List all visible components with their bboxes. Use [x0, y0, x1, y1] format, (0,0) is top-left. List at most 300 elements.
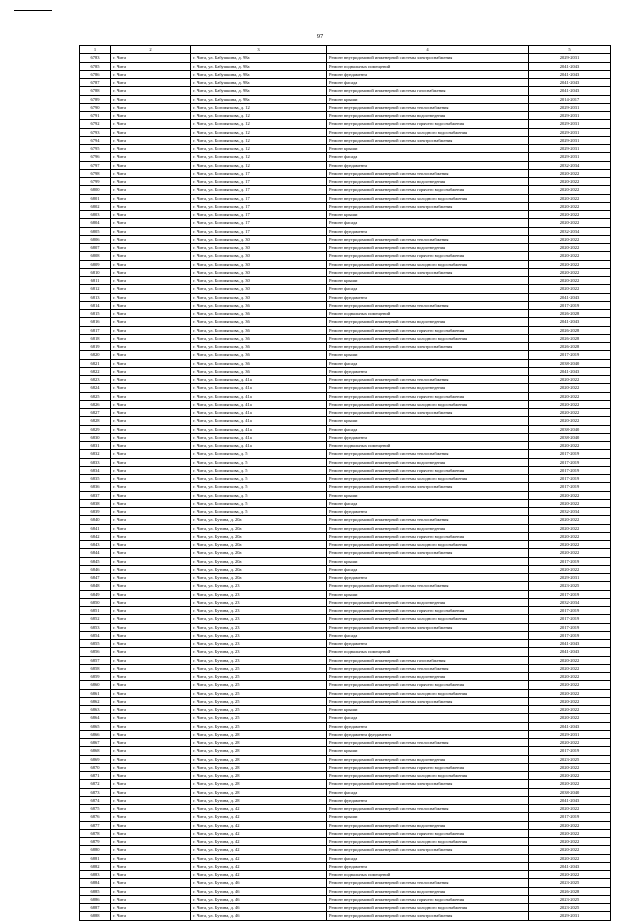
period-cell: 2020-2022	[529, 260, 611, 268]
municipality-cell: г. Чита	[111, 499, 191, 507]
row-number-cell: 6788	[80, 87, 111, 95]
table-row	[80, 178, 611, 186]
address-cell: г. Чита, ул. Бутина, д. 42	[191, 805, 327, 813]
period-cell: 2020-2022	[529, 252, 611, 260]
table-row	[80, 211, 611, 219]
municipality-cell: г. Чита	[111, 359, 191, 367]
municipality-cell: г. Чита	[111, 219, 191, 227]
address-cell: г. Чита, ул. Богомягкова, д. 5	[191, 466, 327, 474]
work-type-cell: Ремонт внутридомовой инженерной системы холодного водоснабжения	[327, 689, 529, 697]
row-number-cell: 6827	[80, 409, 111, 417]
address-cell: г. Чита, ул. Богомягкова, д. 17	[191, 194, 327, 202]
work-type-cell: Ремонт внутридомовой инженерной системы холодного водоснабжения	[327, 400, 529, 408]
table-row	[80, 640, 611, 648]
municipality-cell: г. Чита	[111, 565, 191, 573]
table-row	[80, 95, 611, 103]
table-row	[80, 161, 611, 169]
period-cell: 2020-2022	[529, 277, 611, 285]
work-type-cell: Ремонт внутридомовой инженерной системы горячего водоснабжения	[327, 466, 529, 474]
row-number-cell: 6807	[80, 244, 111, 252]
row-number-cell: 6864	[80, 714, 111, 722]
address-cell: г. Чита, ул. Бутина, д. 25	[191, 697, 327, 705]
municipality-cell: г. Чита	[111, 95, 191, 103]
period-cell: 2020-2022	[529, 268, 611, 276]
table-row	[80, 376, 611, 384]
table-row	[80, 846, 611, 854]
row-number-cell: 6841	[80, 524, 111, 532]
municipality-cell: г. Чита	[111, 871, 191, 879]
address-cell: г. Чита, ул. Богомягкова, д. 17	[191, 202, 327, 210]
work-type-cell: Ремонт внутридомовой инженерной системы холодного водоснабжения	[327, 194, 529, 202]
work-type-cell: Ремонт внутридомовой инженерной системы горячего водоснабжения	[327, 392, 529, 400]
table-row	[80, 648, 611, 656]
work-type-cell: Ремонт внутридомовой инженерной системы теплоснабжения	[327, 516, 529, 524]
period-cell: 2020-2022	[529, 871, 611, 879]
period-cell: 2020-2022	[529, 664, 611, 672]
address-cell: г. Чита, ул. Бутина, д. 25	[191, 673, 327, 681]
municipality-cell: г. Чита	[111, 640, 191, 648]
table-row	[80, 491, 611, 499]
address-cell: г. Чита, ул. Богомягкова, д. 30	[191, 244, 327, 252]
address-cell: г. Чита, ул. Богомягкова, д. 41а	[191, 376, 327, 384]
work-type-cell: Ремонт внутридомовой инженерной системы электроснабжения	[327, 343, 529, 351]
row-number-cell: 6887	[80, 904, 111, 912]
row-number-cell: 6799	[80, 178, 111, 186]
work-type-cell: Ремонт внутридомовой инженерной системы теплоснабжения	[327, 582, 529, 590]
table-row	[80, 598, 611, 606]
period-cell: 2017-2019	[529, 631, 611, 639]
work-type-cell: Ремонт фасада	[327, 153, 529, 161]
work-type-cell: Ремонт внутридомовой инженерной системы газоснабжения	[327, 87, 529, 95]
period-cell: 2038-2040	[529, 433, 611, 441]
municipality-cell: г. Чита	[111, 631, 191, 639]
municipality-cell: г. Чита	[111, 326, 191, 334]
period-cell: 2020-2022	[529, 409, 611, 417]
municipality-cell: г. Чита	[111, 351, 191, 359]
table-row	[80, 788, 611, 796]
row-number-cell: 6870	[80, 763, 111, 771]
address-cell: г. Чита, ул. Бутина, д. 20а	[191, 516, 327, 524]
address-cell: г. Чита, ул. Бутина, д. 46	[191, 904, 327, 912]
municipality-cell: г. Чита	[111, 656, 191, 664]
row-number-cell: 6815	[80, 310, 111, 318]
period-cell: 2017-2019	[529, 813, 611, 821]
table-row	[80, 351, 611, 359]
table-row	[80, 631, 611, 639]
work-type-cell: Ремонт внутридомовой инженерной системы горячего водоснабжения	[327, 120, 529, 128]
table-row	[80, 763, 611, 771]
table-row	[80, 334, 611, 342]
table-row	[80, 425, 611, 433]
municipality-cell: г. Чита	[111, 763, 191, 771]
address-cell: г. Чита, ул. Богомягкова, д. 17	[191, 178, 327, 186]
column-header-3: 3	[191, 46, 327, 54]
municipality-cell: г. Чита	[111, 508, 191, 516]
table-row	[80, 673, 611, 681]
row-number-cell: 6867	[80, 739, 111, 747]
address-cell: г. Чита, ул. Богомягкова, д. 30	[191, 285, 327, 293]
address-cell: г. Чита, ул. Богомягкова, д. 12	[191, 103, 327, 111]
address-cell: г. Чита, ул. Богомягкова, д. 5	[191, 483, 327, 491]
period-cell: 2017-2019	[529, 458, 611, 466]
row-number-cell: 6800	[80, 186, 111, 194]
address-cell: г. Чита, ул. Богомягкова, д. 5	[191, 458, 327, 466]
period-cell: 2023-2025	[529, 755, 611, 763]
table-row	[80, 871, 611, 879]
work-type-cell: Ремонт внутридомовой инженерной системы электроснабжения	[327, 136, 529, 144]
table-row	[80, 879, 611, 887]
row-number-cell: 6790	[80, 103, 111, 111]
address-cell: г. Чита, ул. Бутина, д. 28	[191, 730, 327, 738]
municipality-cell: г. Чита	[111, 557, 191, 565]
period-cell: 2029-2031	[529, 145, 611, 153]
work-type-cell: Ремонт фундамента	[327, 367, 529, 375]
municipality-cell: г. Чита	[111, 458, 191, 466]
period-cell: 2020-2022	[529, 178, 611, 186]
row-number-cell: 6812	[80, 285, 111, 293]
table-row	[80, 780, 611, 788]
period-cell: 2020-2022	[529, 491, 611, 499]
table-row	[80, 722, 611, 730]
page-number: 97	[316, 33, 324, 40]
period-cell: 2020-2022	[529, 186, 611, 194]
table-row	[80, 714, 611, 722]
row-number-cell: 6840	[80, 516, 111, 524]
municipality-cell: г. Чита	[111, 310, 191, 318]
work-type-cell: Ремонт внутридомовой инженерной системы электроснабжения	[327, 780, 529, 788]
table-row	[80, 367, 611, 375]
row-number-cell: 6857	[80, 656, 111, 664]
row-number-cell: 6802	[80, 202, 111, 210]
table-row	[80, 574, 611, 582]
period-cell: 2020-2022	[529, 169, 611, 177]
period-cell: 2020-2022	[529, 714, 611, 722]
period-cell: 2020-2022	[529, 219, 611, 227]
period-cell: 2020-2022	[529, 689, 611, 697]
table-row	[80, 706, 611, 714]
work-type-cell: Ремонт внутридомовой инженерной системы теплоснабжения	[327, 376, 529, 384]
table-row	[80, 607, 611, 615]
table-row	[80, 805, 611, 813]
row-number-cell: 6847	[80, 574, 111, 582]
row-number-cell: 6834	[80, 466, 111, 474]
address-cell: г. Чита, ул. Богомягкова, д. 17	[191, 211, 327, 219]
work-type-cell: Ремонт внутридомовой инженерной системы горячего водоснабжения	[327, 186, 529, 194]
work-type-cell: Ремонт внутридомовой инженерной системы теплоснабжения	[327, 235, 529, 243]
row-number-cell: 6849	[80, 590, 111, 598]
work-type-cell: Ремонт подвальных помещений	[327, 310, 529, 318]
table-row	[80, 565, 611, 573]
period-cell: 2020-2022	[529, 442, 611, 450]
row-number-cell: 6829	[80, 425, 111, 433]
address-cell: г. Чита, ул. Бутина, д. 23	[191, 656, 327, 664]
row-number-cell: 6794	[80, 136, 111, 144]
address-cell: г. Чита, ул. Бутина, д. 20а	[191, 524, 327, 532]
work-type-cell: Ремонт подвальных помещений	[327, 442, 529, 450]
work-type-cell: Ремонт внутридомовой инженерной системы водоотведения	[327, 112, 529, 120]
period-cell: 2029-2031	[529, 136, 611, 144]
row-number-cell: 6816	[80, 318, 111, 326]
row-number-cell: 6825	[80, 392, 111, 400]
address-cell: г. Чита, ул. Бутина, д. 42	[191, 829, 327, 837]
address-cell: г. Чита, ул. Богомягкова, д. 12	[191, 136, 327, 144]
row-number-cell: 6843	[80, 541, 111, 549]
row-number-cell: 6783	[80, 54, 111, 62]
table-row	[80, 582, 611, 590]
row-number-cell: 6791	[80, 112, 111, 120]
period-cell: 2023-2025	[529, 582, 611, 590]
row-number-cell: 6866	[80, 730, 111, 738]
period-cell: 2020-2022	[529, 532, 611, 540]
period-cell: 2020-2022	[529, 772, 611, 780]
address-cell: г. Чита, ул. Богомягкова, д. 36	[191, 359, 327, 367]
table-row	[80, 120, 611, 128]
municipality-cell: г. Чита	[111, 417, 191, 425]
table-row	[80, 829, 611, 837]
row-number-cell: 6836	[80, 483, 111, 491]
row-number-cell: 6826	[80, 400, 111, 408]
row-number-cell: 6852	[80, 615, 111, 623]
address-cell: г. Чита, ул. Богомягкова, д. 36	[191, 326, 327, 334]
table-row	[80, 772, 611, 780]
work-type-cell: Ремонт фундамента фундамента	[327, 730, 529, 738]
table-row	[80, 343, 611, 351]
table-row	[80, 277, 611, 285]
address-cell: г. Чита, ул. Бутина, д. 20а	[191, 557, 327, 565]
period-cell: 2020-2022	[529, 846, 611, 854]
address-cell: г. Чита, ул. Бутина, д. 23	[191, 631, 327, 639]
table-row	[80, 227, 611, 235]
address-cell: г. Чита, ул. Бутина, д. 23	[191, 582, 327, 590]
row-number-cell: 6828	[80, 417, 111, 425]
work-type-cell: Ремонт внутридомовой инженерной системы водоотведения	[327, 318, 529, 326]
municipality-cell: г. Чита	[111, 153, 191, 161]
address-cell: г. Чита, ул. Бутина, д. 42	[191, 813, 327, 821]
table-row	[80, 442, 611, 450]
table-row	[80, 359, 611, 367]
municipality-cell: г. Чита	[111, 260, 191, 268]
address-cell: г. Чита, ул. Богомягкова, д. 41а	[191, 442, 327, 450]
work-type-cell: Ремонт внутридомовой инженерной системы холодного водоснабжения	[327, 475, 529, 483]
municipality-cell: г. Чита	[111, 442, 191, 450]
municipality-cell: г. Чита	[111, 549, 191, 557]
row-number-cell: 6854	[80, 631, 111, 639]
table-row	[80, 293, 611, 301]
municipality-cell: г. Чита	[111, 384, 191, 392]
address-cell: г. Чита, ул. Бутина, д. 25	[191, 706, 327, 714]
work-type-cell: Ремонт внутридомовой инженерной системы горячего водоснабжения	[327, 681, 529, 689]
row-number-cell: 6819	[80, 343, 111, 351]
table-row	[80, 244, 611, 252]
table-row	[80, 384, 611, 392]
work-type-cell: Ремонт крыши	[327, 747, 529, 755]
address-cell: г. Чита, ул. Бутина, д. 25	[191, 664, 327, 672]
row-number-cell: 6859	[80, 673, 111, 681]
work-type-cell: Ремонт подвальных помещений	[327, 648, 529, 656]
address-cell: г. Чита, ул. Бутина, д. 28	[191, 747, 327, 755]
address-cell: г. Чита, ул. Богомягкова, д. 41а	[191, 400, 327, 408]
period-cell: 2017-2019	[529, 615, 611, 623]
table-row	[80, 54, 611, 62]
period-cell: 2020-2022	[529, 244, 611, 252]
address-cell: г. Чита, ул. Богомягкова, д. 41а	[191, 384, 327, 392]
period-cell: 2041-2043	[529, 796, 611, 804]
address-cell: г. Чита, ул. Богомягкова, д. 12	[191, 128, 327, 136]
municipality-cell: г. Чита	[111, 483, 191, 491]
period-cell: 2017-2019	[529, 590, 611, 598]
municipality-cell: г. Чита	[111, 574, 191, 582]
row-number-cell: 6810	[80, 268, 111, 276]
address-cell: г. Чита, ул. Бутина, д. 28	[191, 763, 327, 771]
period-cell: 2017-2019	[529, 557, 611, 565]
address-cell: г. Чита, ул. Бутина, д. 42	[191, 854, 327, 862]
row-number-cell: 6860	[80, 681, 111, 689]
address-cell: г. Чита, ул. Богомягкова, д. 5	[191, 508, 327, 516]
address-cell: г. Чита, ул. Бабушкина, д. 98а	[191, 70, 327, 78]
table-row	[80, 79, 611, 87]
municipality-cell: г. Чита	[111, 796, 191, 804]
row-number-cell: 6795	[80, 145, 111, 153]
table-row	[80, 541, 611, 549]
column-header-5: 5	[529, 46, 611, 54]
work-type-cell: Ремонт фасада	[327, 565, 529, 573]
municipality-cell: г. Чита	[111, 318, 191, 326]
municipality-cell: г. Чита	[111, 433, 191, 441]
work-type-cell: Ремонт внутридомовой инженерной системы водоотведения	[327, 598, 529, 606]
period-cell: 2026-2028	[529, 310, 611, 318]
table-row	[80, 128, 611, 136]
address-cell: г. Чита, ул. Бутина, д. 23	[191, 623, 327, 631]
table-row	[80, 112, 611, 120]
period-cell: 2023-2025	[529, 879, 611, 887]
table-row	[80, 219, 611, 227]
period-cell: 2020-2022	[529, 235, 611, 243]
municipality-cell: г. Чита	[111, 466, 191, 474]
period-cell: 2020-2022	[529, 706, 611, 714]
address-cell: г. Чита, ул. Богомягкова, д. 12	[191, 145, 327, 153]
municipality-cell: г. Чита	[111, 87, 191, 95]
period-cell: 2020-2022	[529, 202, 611, 210]
address-cell: г. Чита, ул. Богомягкова, д. 17	[191, 219, 327, 227]
address-cell: г. Чита, ул. Бутина, д. 28	[191, 739, 327, 747]
table-row	[80, 508, 611, 516]
table-row	[80, 516, 611, 524]
table-row	[80, 194, 611, 202]
municipality-cell: г. Чита	[111, 244, 191, 252]
work-type-cell: Ремонт крыши	[327, 706, 529, 714]
row-number-cell: 6883	[80, 871, 111, 879]
municipality-cell: г. Чита	[111, 664, 191, 672]
work-type-cell: Ремонт внутридомовой инженерной системы электроснабжения	[327, 846, 529, 854]
row-number-cell: 6787	[80, 79, 111, 87]
table-body	[80, 54, 611, 920]
municipality-cell: г. Чита	[111, 895, 191, 903]
work-type-cell: Ремонт внутридомовой инженерной системы водоотведения	[327, 458, 529, 466]
address-cell: г. Чита, ул. Бутина, д. 46	[191, 895, 327, 903]
period-cell: 2041-2043	[529, 722, 611, 730]
municipality-cell: г. Чита	[111, 879, 191, 887]
municipality-cell: г. Чита	[111, 829, 191, 837]
address-cell: г. Чита, ул. Бутина, д. 28	[191, 755, 327, 763]
municipality-cell: г. Чита	[111, 343, 191, 351]
work-type-cell: Ремонт внутридомовой инженерной системы холодного водоснабжения	[327, 334, 529, 342]
municipality-cell: г. Чита	[111, 805, 191, 813]
work-type-cell: Ремонт фасада	[327, 285, 529, 293]
table-row	[80, 887, 611, 895]
work-type-cell: Ремонт внутридомовой инженерной системы электроснабжения	[327, 623, 529, 631]
address-cell: г. Чита, ул. Богомягкова, д. 17	[191, 227, 327, 235]
work-type-cell: Ремонт внутридомовой инженерной системы водоотведения	[327, 178, 529, 186]
row-number-cell: 6805	[80, 227, 111, 235]
table-row	[80, 392, 611, 400]
period-cell: 2020-2022	[529, 400, 611, 408]
period-cell: 2041-2043	[529, 367, 611, 375]
address-cell: г. Чита, ул. Богомягкова, д. 30	[191, 235, 327, 243]
row-number-cell: 6801	[80, 194, 111, 202]
row-number-cell: 6848	[80, 582, 111, 590]
municipality-cell: г. Чита	[111, 161, 191, 169]
municipality-cell: г. Чита	[111, 211, 191, 219]
address-cell: г. Чита, ул. Богомягкова, д. 36	[191, 334, 327, 342]
table-row	[80, 268, 611, 276]
address-cell: г. Чита, ул. Бутина, д. 20а	[191, 541, 327, 549]
municipality-cell: г. Чита	[111, 178, 191, 186]
row-number-cell: 6881	[80, 854, 111, 862]
address-cell: г. Чита, ул. Бабушкина, д. 98а	[191, 95, 327, 103]
address-cell: г. Чита, ул. Богомягкова, д. 12	[191, 112, 327, 120]
table-row	[80, 615, 611, 623]
period-cell: 2017-2019	[529, 301, 611, 309]
address-cell: г. Чита, ул. Бутина, д. 25	[191, 714, 327, 722]
period-cell: 2020-2022	[529, 821, 611, 829]
table-row	[80, 681, 611, 689]
address-cell: г. Чита, ул. Бутина, д. 46	[191, 879, 327, 887]
period-cell: 2029-2031	[529, 54, 611, 62]
address-cell: г. Чита, ул. Бутина, д. 23	[191, 615, 327, 623]
table-row	[80, 310, 611, 318]
municipality-cell: г. Чита	[111, 120, 191, 128]
work-type-cell: Ремонт фундамента	[327, 640, 529, 648]
address-cell: г. Чита, ул. Бабушкина, д. 98а	[191, 79, 327, 87]
table-row	[80, 87, 611, 95]
address-cell: г. Чита, ул. Бутина, д. 20а	[191, 565, 327, 573]
row-number-cell: 6818	[80, 334, 111, 342]
row-number-cell: 6798	[80, 169, 111, 177]
table-row	[80, 813, 611, 821]
address-cell: г. Чита, ул. Бутина, д. 42	[191, 871, 327, 879]
address-cell: г. Чита, ул. Бутина, д. 42	[191, 838, 327, 846]
work-type-cell: Ремонт фасада	[327, 499, 529, 507]
work-type-cell: Ремонт внутридомовой инженерной системы водоотведения	[327, 384, 529, 392]
period-cell: 2029-2031	[529, 574, 611, 582]
municipality-cell: г. Чита	[111, 854, 191, 862]
table-row	[80, 755, 611, 763]
period-cell: 2017-2019	[529, 351, 611, 359]
work-type-cell: Ремонт внутридомовой инженерной системы водоотведения	[327, 755, 529, 763]
row-number-cell: 6786	[80, 70, 111, 78]
work-type-cell: Ремонт внутридомовой инженерной системы электроснабжения	[327, 202, 529, 210]
municipality-cell: г. Чита	[111, 516, 191, 524]
address-cell: г. Чита, ул. Бабушкина, д. 98а	[191, 87, 327, 95]
row-number-cell: 6792	[80, 120, 111, 128]
municipality-cell: г. Чита	[111, 392, 191, 400]
period-cell: 2020-2022	[529, 194, 611, 202]
address-cell: г. Чита, ул. Богомягкова, д. 36	[191, 351, 327, 359]
municipality-cell: г. Чита	[111, 293, 191, 301]
row-number-cell: 6856	[80, 648, 111, 656]
address-cell: г. Чита, ул. Бутина, д. 23	[191, 590, 327, 598]
table-row	[80, 697, 611, 705]
